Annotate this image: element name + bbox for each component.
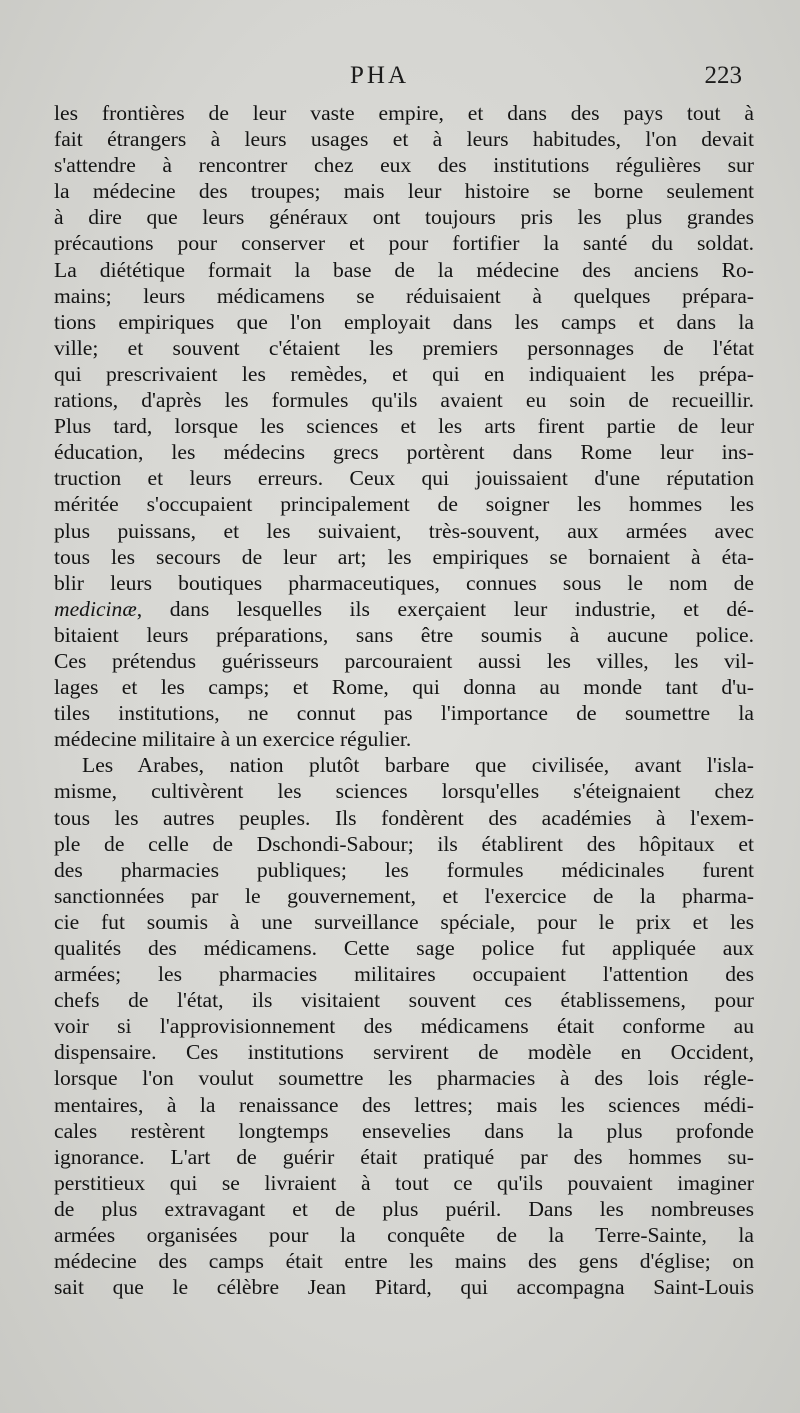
text-line: s'attendre à rencontrer chez eux des institutions régulières sur: [54, 153, 754, 178]
text-line: chefs de l'état, ils visitaient souvent ces établissemens, pour: [54, 988, 754, 1013]
text-line: qualités des médicamens. Cette sage police fut appliquée aux: [54, 936, 754, 960]
text-line: mentaires, à la renaissance des lettres; mais les sciences médi-: [54, 1092, 754, 1117]
text-line: tions empiriques que l'on employait dans les camps et dans la: [54, 309, 754, 334]
text-line: medicinæ, dans lesquelles ils exerçaient leur industrie, et dé-: [54, 596, 754, 621]
text-line: rations, d'après les formules qu'ils avaient eu soin de recueillir.: [54, 388, 754, 413]
text-line: précautions pour conserver et pour fortifier la santé du soldat.: [54, 231, 754, 256]
text-line: ignorance. L'art de guérir était pratiqué par des hommes su-: [54, 1144, 754, 1169]
page-number: 223: [704, 62, 742, 89]
text-line: méritée s'occupaient principalement de soigner les hommes les: [54, 492, 754, 517]
text-line: bitaient leurs préparations, sans être soumis à aucune police.: [54, 622, 754, 647]
text-line: fait étrangers à leurs usages et à leurs habitudes, l'on devait: [54, 127, 754, 152]
text-line: à dire que leurs généraux ont toujours pris les plus grandes: [54, 205, 754, 230]
text-line: perstitieux qui se livraient à tout ce qu'ils pouvaient imaginer: [54, 1170, 754, 1195]
text-line: les frontières de leur vaste empire, et dans des pays tout à: [54, 101, 754, 125]
text-line: voir si l'approvisionnement des médicamens était conforme au: [54, 1014, 754, 1039]
text-line: de plus extravagant et de plus puéril. Dans les nombreuses: [54, 1196, 754, 1221]
text-line: armées; les pharmacies militaires occupaient l'attention des: [54, 962, 754, 987]
text-line: Plus tard, lorsque les sciences et les arts firent partie de leur: [54, 414, 754, 439]
text-line: tiles institutions, ne connut pas l'importance de soumettre la: [54, 701, 754, 726]
running-head-title: PHA: [350, 62, 410, 89]
text-line: éducation, les médecins grecs portèrent dans Rome leur ins-: [54, 440, 754, 465]
text-line: plus puissans, et les suivaient, très-souvent, aux armées avec: [54, 518, 754, 543]
text-line: armées organisées pour la conquête de la Terre-Sainte, la: [54, 1223, 754, 1248]
text-line: des pharmacies publiques; les formules médicinales furent: [54, 857, 754, 882]
text-line: dispensaire. Ces institutions servirent de modèle en Occident,: [54, 1040, 754, 1065]
text-line: qui prescrivaient les remèdes, et qui en indiquaient les prépa-: [54, 361, 754, 386]
text-line: ple de celle de Dschondi-Sabour; ils établirent des hôpitaux et: [54, 831, 754, 856]
text-line: blir leurs boutiques pharmaceutiques, connues sous le nom de: [54, 570, 754, 595]
body-text: [54, 100, 754, 1300]
text-line: sait que le célèbre Jean Pitard, qui accompagna Saint-Louis: [54, 1275, 754, 1300]
running-head: [0, 62, 800, 98]
text-line: La diététique formait la base de la médecine des anciens Ro-: [54, 257, 754, 282]
text-line: lages et les camps; et Rome, qui donna au monde tant d'u-: [54, 675, 754, 700]
text-line: sanctionnées par le gouvernement, et l'exercice de la pharma-: [54, 883, 754, 908]
text-line: médecine militaire à un exercice régulier.: [54, 727, 412, 752]
text-line: lorsque l'on voulut soumettre les pharmacies à des lois régle-: [54, 1066, 754, 1091]
text-line: Ces prétendus guérisseurs parcouraient aussi les villes, les vil-: [54, 648, 754, 673]
text-line: ville; et souvent c'étaient les premiers personnages de l'état: [54, 335, 754, 360]
text-line: tous les autres peuples. Ils fondèrent des académies à l'exem-: [54, 805, 754, 830]
text-line: médecine des camps était entre les mains des gens d'église; on: [54, 1249, 754, 1274]
text-line: cales restèrent longtemps ensevelies dans la plus profonde: [54, 1118, 754, 1143]
text-line: Les Arabes, nation plutôt barbare que civilisée, avant l'isla-: [82, 753, 754, 778]
text-line: mains; leurs médicamens se réduisaient à quelques prépara-: [54, 283, 754, 308]
text-line: cie fut soumis à une surveillance spéciale, pour le prix et les: [54, 909, 754, 934]
text-line: misme, cultivèrent les sciences lorsqu'elles s'éteignaient chez: [54, 779, 754, 804]
text-line: truction et leurs erreurs. Ceux qui jouissaient d'une réputation: [54, 466, 754, 491]
text-line: la médecine des troupes; mais leur histoire se borne seulement: [54, 179, 754, 204]
text-line: tous les secours de leur art; les empiriques se bornaient à éta-: [54, 544, 754, 569]
